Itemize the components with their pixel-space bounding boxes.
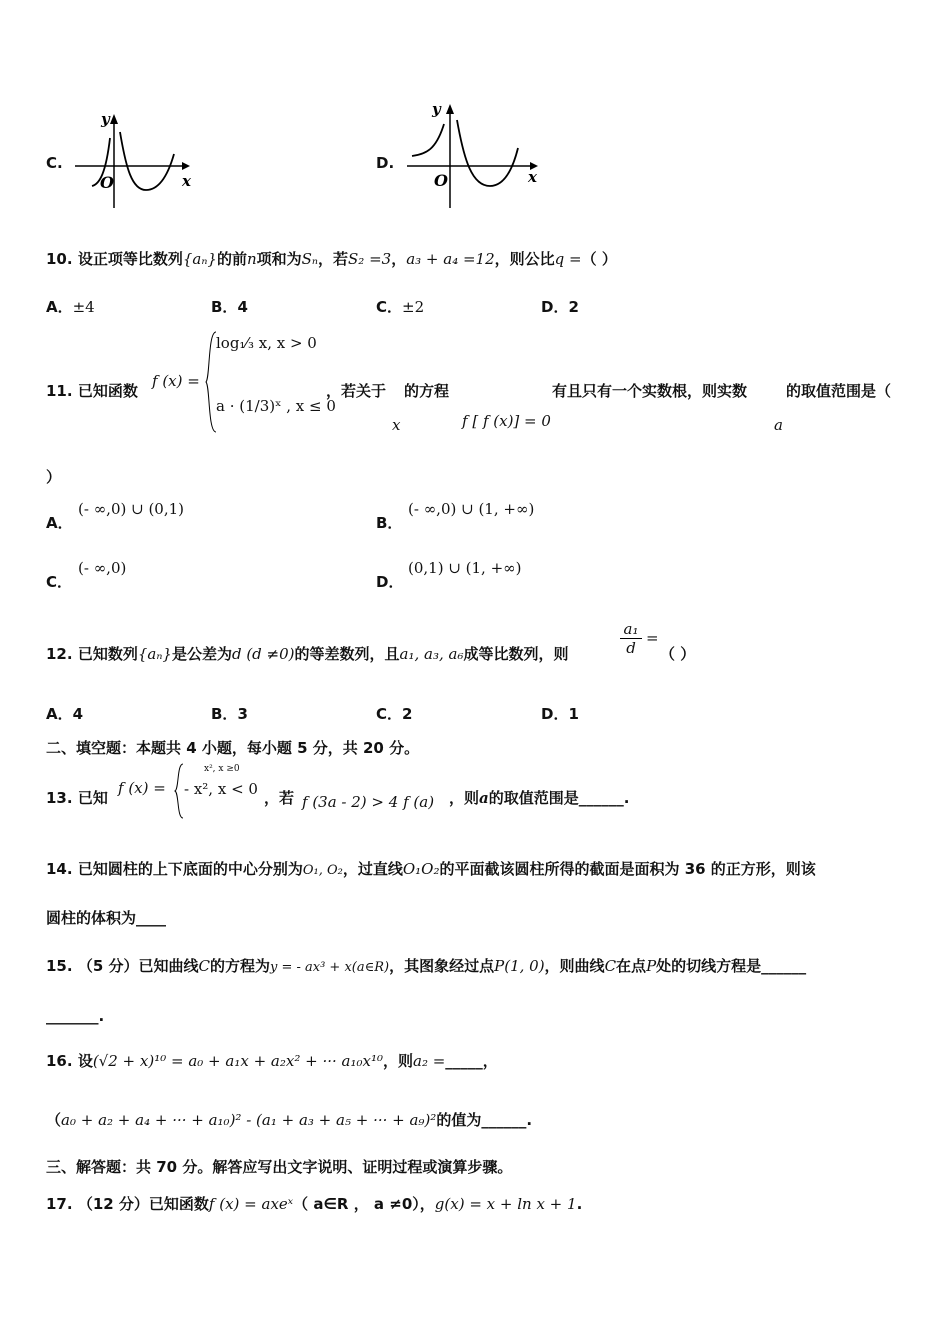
q11-text-b: 的方程 xyxy=(404,382,450,400)
q13-inequality: f (3a - 2) > 4 f (a) xyxy=(302,793,435,811)
q13-case-1: x², x ≥0 xyxy=(204,764,240,774)
graph-d-x-label: x xyxy=(528,168,537,186)
q12-fraction: a₁ d xyxy=(620,620,642,657)
q15-stem-cont: _______. xyxy=(46,1007,105,1025)
q16-stem-cont: （a₀ + a₂ + a₄ + ··· + a₁₀)² - (a₁ + a₃ + a₅ + ··· + a₉)²的值为______. xyxy=(46,1111,533,1129)
q10-option-d: D．2 xyxy=(541,298,579,316)
q13-brace xyxy=(174,762,184,820)
q11-var-a: a xyxy=(774,416,783,434)
q11-number: 11. 已知函数 xyxy=(46,382,138,400)
graph-c-x-arrow xyxy=(182,162,190,170)
q12-option-d: D．1 xyxy=(541,705,579,723)
graph-d xyxy=(402,98,547,213)
q11-close-paren: ） xyxy=(46,468,62,486)
q16-stem: 16. 设(√2 + x)¹⁰ = a₀ + a₁x + a₂x² + ··· a₁₀x¹⁰，则a₂ =_____， xyxy=(46,1052,498,1070)
q10-option-b: B．4 xyxy=(211,298,248,316)
q11-text-a: ，若关于 xyxy=(326,382,387,400)
q11-option-b-value: (- ∞,0) ∪ (1, +∞) xyxy=(408,500,535,518)
graph-d-right-branch xyxy=(457,120,518,186)
section-2-heading: 二、填空题：本题共 4 小题，每小题 5 分，共 20 分。 xyxy=(46,739,420,757)
q13-case-2: - x², x < 0 xyxy=(184,780,258,798)
q11-option-d-value: (0,1) ∪ (1, +∞) xyxy=(408,559,522,577)
q11-case-2: a · (1/3)ˣ , x ≤ 0 xyxy=(216,397,336,415)
q13-number: 13. 已知 xyxy=(46,789,108,807)
q12-stem: 12. 已知数列{aₙ}是公差为d (d ≠0)的等差数列，且a₁, a₃, a₆成等比数列，则 xyxy=(46,645,569,663)
q13-text-b: ，则a的取值范围是______. xyxy=(449,789,630,807)
q13-function-lhs: f (x) = xyxy=(118,779,166,797)
q11-function-lhs: f (x) = xyxy=(152,372,200,390)
q15-stem: 15. （5 分）已知曲线C的方程为y = - ax³ + x(a∈R)，其图象经过点P(1, 0)，则曲线C在点P处的切线方程是______ xyxy=(46,957,807,975)
q11-option-a-label: A． xyxy=(46,514,73,532)
option-c-label: C. xyxy=(46,154,63,172)
q11-case-1: log₁⁄₃ x, x > 0 xyxy=(216,334,317,352)
graph-c-origin: O xyxy=(100,173,114,192)
q14-stem: 14. 已知圆柱的上下底面的中心分别为O₁, O₂，过直线O₁O₂的平面截该圆柱所得的截面是面积为 36 的正方形，则该 xyxy=(46,860,816,878)
q10-option-c: C．±2 xyxy=(376,298,425,316)
q14-stem-cont: 圆柱的体积为____ xyxy=(46,909,167,927)
q11-text-d: 的取值范围是（ xyxy=(786,382,892,400)
q12-option-b: B．3 xyxy=(211,705,248,723)
option-d-label: D. xyxy=(376,154,395,172)
q17-stem: 17. （12 分）已知函数f (x) = axeˣ（ a∈R ， a ≠0），g(x) = x + ln x + 1. xyxy=(46,1195,583,1213)
q11-var-x: x xyxy=(392,416,401,434)
q10-option-a: A．±4 xyxy=(46,298,95,316)
q11-text-c: 有且只有一个实数根，则实数 xyxy=(552,382,748,400)
q11-equation: f [ f (x)] = 0 xyxy=(462,412,551,430)
q11-option-d-label: D． xyxy=(376,573,404,591)
graph-c-y-label: y xyxy=(101,110,110,128)
q12-equals: = xyxy=(646,629,659,647)
q11-option-a-value: (- ∞,0) ∪ (0,1) xyxy=(78,500,185,518)
q12-paren: （ ） xyxy=(660,645,696,663)
q13-text-a: ，若 xyxy=(264,789,295,807)
q10-stem: 10. 设正项等比数列{aₙ}的前n项和为Sₙ，若S₂ =3，a₃ + a₄ =12，则公比q =（ ） xyxy=(46,250,617,268)
graph-d-left-branch xyxy=(412,124,444,156)
q11-option-c-label: C． xyxy=(46,573,73,591)
q12-option-c: C．2 xyxy=(376,705,413,723)
graph-d-y-arrow xyxy=(446,104,454,114)
graph-d-y-label: y xyxy=(432,100,441,118)
q11-option-b-label: B． xyxy=(376,514,403,532)
graph-c-y-arrow xyxy=(110,114,118,124)
section-3-heading: 三、解答题：共 70 分。解答应写出文字说明、证明过程或演算步骤。 xyxy=(46,1158,513,1176)
graph-c-x-label: x xyxy=(182,172,191,190)
graph-d-origin: O xyxy=(434,171,448,190)
graph-c-right-branch xyxy=(120,132,174,190)
graph-c xyxy=(70,108,195,213)
q12-option-a: A．4 xyxy=(46,705,84,723)
q11-option-c-value: (- ∞,0) xyxy=(78,559,127,577)
